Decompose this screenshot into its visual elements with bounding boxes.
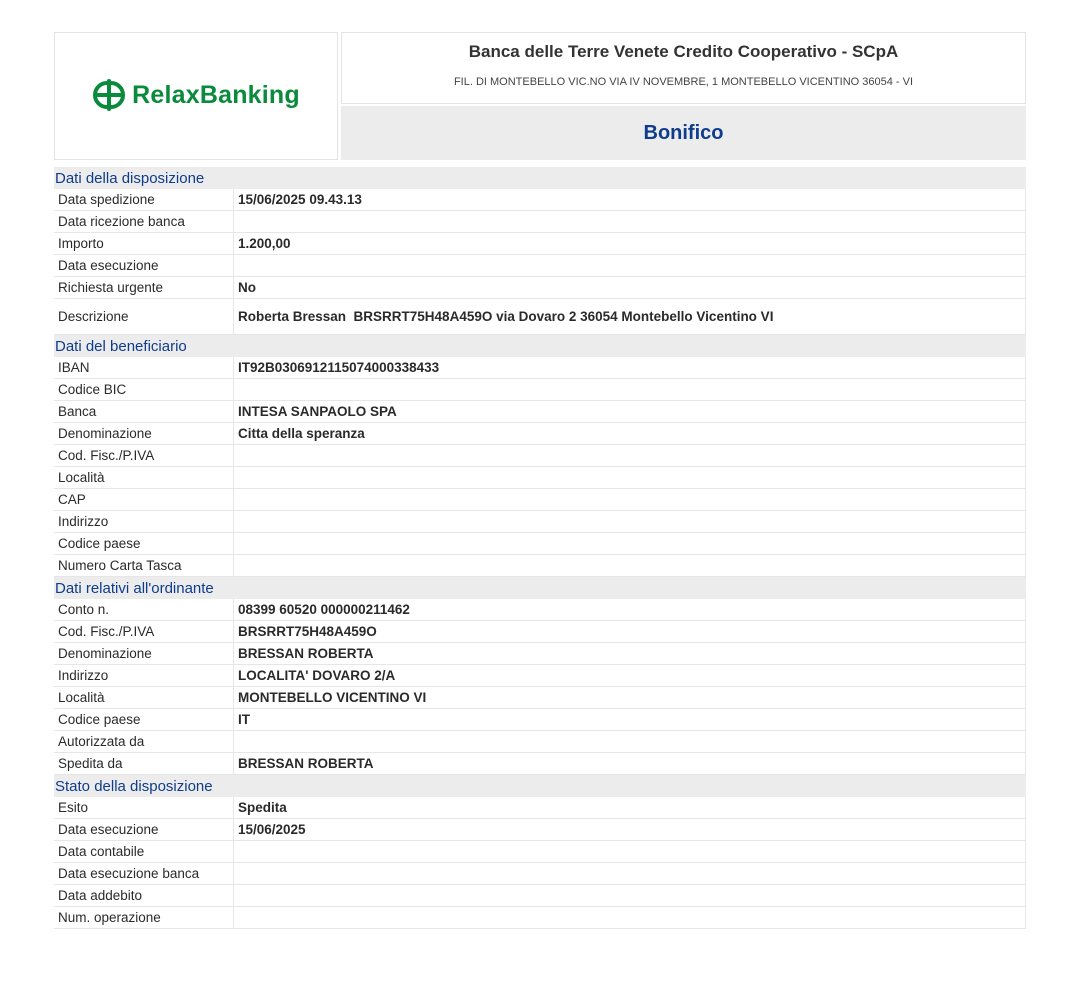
detail-row <box>54 841 1026 863</box>
detail-row <box>54 277 1026 299</box>
detail-row <box>54 819 1026 841</box>
field-label: Cod. Fisc./P.IVA <box>54 621 234 642</box>
field-value <box>234 863 1026 884</box>
field-value: INTESA SANPAOLO SPA <box>234 401 1026 422</box>
field-value <box>234 731 1026 752</box>
document-header <box>54 32 1026 160</box>
field-value <box>234 555 1026 576</box>
detail-row <box>54 511 1026 533</box>
field-value: 1.200,00 <box>234 233 1026 254</box>
section <box>54 577 1026 775</box>
detail-row <box>54 445 1026 467</box>
field-value: BRSRRT75H48A459O <box>234 621 1026 642</box>
field-value <box>234 467 1026 488</box>
field-label: Data spedizione <box>54 189 234 210</box>
detail-row <box>54 665 1026 687</box>
field-value: MONTEBELLO VICENTINO VI <box>234 687 1026 708</box>
field-label: Data esecuzione banca <box>54 863 234 884</box>
field-label: Numero Carta Tasca <box>54 555 234 576</box>
detail-row <box>54 467 1026 489</box>
detail-row <box>54 379 1026 401</box>
field-label: Num. operazione <box>54 907 234 928</box>
field-label: Codice BIC <box>54 379 234 400</box>
detail-row <box>54 189 1026 211</box>
field-value <box>234 533 1026 554</box>
detail-row <box>54 357 1026 379</box>
detail-row <box>54 233 1026 255</box>
field-label: Indirizzo <box>54 665 234 686</box>
field-value <box>234 511 1026 532</box>
field-label: Denominazione <box>54 423 234 444</box>
field-value <box>234 211 1026 232</box>
field-label: Banca <box>54 401 234 422</box>
field-value <box>234 489 1026 510</box>
field-value <box>234 841 1026 862</box>
field-value: BRESSAN ROBERTA <box>234 753 1026 774</box>
section-title: Dati del beneficiario <box>54 335 1026 357</box>
field-label: Conto n. <box>54 599 234 620</box>
logo-container <box>54 32 338 160</box>
detail-row <box>54 643 1026 665</box>
field-value: IT <box>234 709 1026 730</box>
field-label: Importo <box>54 233 234 254</box>
field-label: Richiesta urgente <box>54 277 234 298</box>
detail-row <box>54 863 1026 885</box>
field-label: Spedita da <box>54 753 234 774</box>
operation-title: Bonifico <box>643 121 724 144</box>
section <box>54 167 1026 335</box>
field-label: Codice paese <box>54 533 234 554</box>
field-label: Data ricezione banca <box>54 211 234 232</box>
detail-row <box>54 731 1026 753</box>
bank-info <box>341 32 1026 104</box>
field-value: LOCALITA' DOVARO 2/A <box>234 665 1026 686</box>
field-value <box>234 445 1026 466</box>
field-value: Roberta Bressan BRSRRT75H48A459O via Dovaro 2 36054 Montebello Vicentino VI <box>234 299 1026 334</box>
field-label: Autorizzata da <box>54 731 234 752</box>
field-value: BRESSAN ROBERTA <box>234 643 1026 664</box>
detail-row <box>54 211 1026 233</box>
field-label: Località <box>54 687 234 708</box>
field-value: 08399 60520 000000211462 <box>234 599 1026 620</box>
relaxbanking-logo-icon <box>92 78 126 112</box>
section-title: Stato della disposizione <box>54 775 1026 797</box>
detail-row <box>54 907 1026 929</box>
section <box>54 775 1026 929</box>
detail-row <box>54 709 1026 731</box>
document-page <box>54 32 1026 929</box>
detail-row <box>54 489 1026 511</box>
detail-row <box>54 299 1026 335</box>
field-value <box>234 907 1026 928</box>
field-value: 15/06/2025 09.43.13 <box>234 189 1026 210</box>
field-label: CAP <box>54 489 234 510</box>
operation-title-bar <box>341 106 1026 160</box>
section-title: Dati relativi all'ordinante <box>54 577 1026 599</box>
field-label: Data esecuzione <box>54 255 234 276</box>
field-value: Citta della speranza <box>234 423 1026 444</box>
detail-row <box>54 885 1026 907</box>
field-label: Data contabile <box>54 841 234 862</box>
detail-row <box>54 555 1026 577</box>
field-label: Località <box>54 467 234 488</box>
field-label: IBAN <box>54 357 234 378</box>
field-label: Esito <box>54 797 234 818</box>
section-title: Dati della disposizione <box>54 167 1026 189</box>
logo-text: RelaxBanking <box>132 80 300 109</box>
detail-row <box>54 797 1026 819</box>
field-value: 15/06/2025 <box>234 819 1026 840</box>
field-label: Indirizzo <box>54 511 234 532</box>
detail-row <box>54 687 1026 709</box>
field-label: Data addebito <box>54 885 234 906</box>
field-value <box>234 885 1026 906</box>
field-label: Cod. Fisc./P.IVA <box>54 445 234 466</box>
field-value: Spedita <box>234 797 1026 818</box>
field-label: Descrizione <box>54 299 234 334</box>
section <box>54 335 1026 577</box>
detail-row <box>54 255 1026 277</box>
field-label: Codice paese <box>54 709 234 730</box>
bank-name: Banca delle Terre Venete Credito Cooperativo - SCpA <box>468 42 899 61</box>
detail-row <box>54 621 1026 643</box>
detail-row <box>54 753 1026 775</box>
bank-address: FIL. DI MONTEBELLO VIC.NO VIA IV NOVEMBRE, 1 MONTEBELLO VICENTINO 36054 - VI <box>453 76 914 88</box>
relaxbanking-logo <box>92 78 300 112</box>
field-value: IT92B0306912115074000338433 <box>234 357 1026 378</box>
details-table <box>54 167 1026 929</box>
field-label: Data esecuzione <box>54 819 234 840</box>
detail-row <box>54 533 1026 555</box>
field-value <box>234 379 1026 400</box>
field-value: No <box>234 277 1026 298</box>
detail-row <box>54 401 1026 423</box>
detail-row <box>54 423 1026 445</box>
field-value <box>234 255 1026 276</box>
detail-row <box>54 599 1026 621</box>
field-label: Denominazione <box>54 643 234 664</box>
